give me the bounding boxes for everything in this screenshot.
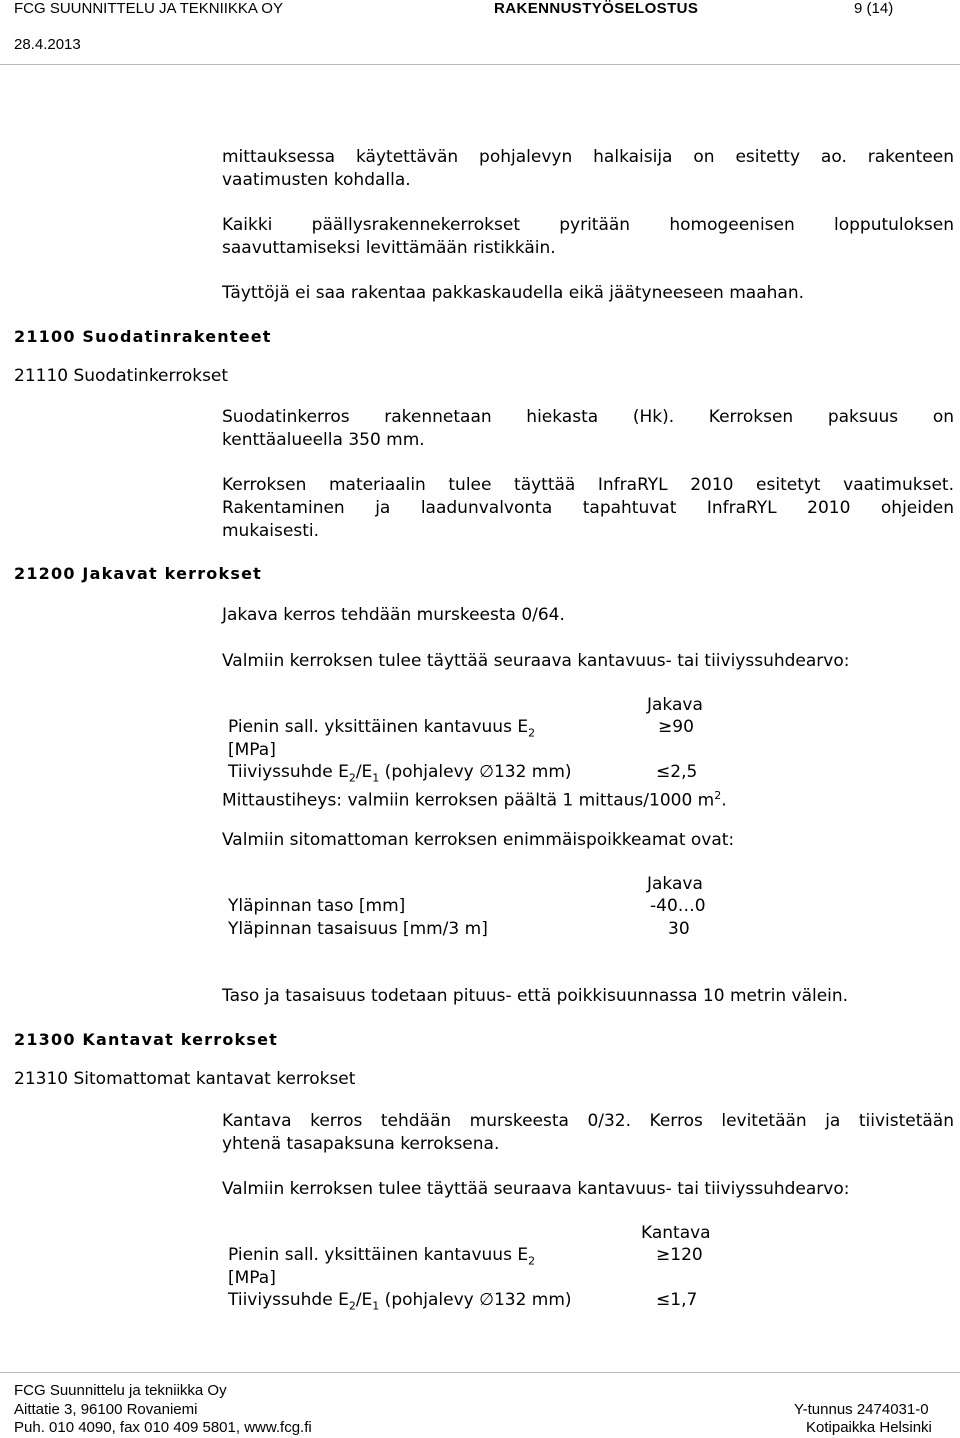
table-label-text: 132 mm)	[493, 1290, 572, 1310]
section-heading-21100: 21100 Suodatinrakenteet	[14, 327, 272, 346]
less-equal-icon: ≤	[656, 762, 671, 782]
header-rule	[0, 64, 960, 65]
paragraph-line: Valmiin kerroksen tulee täyttää seuraava kantavuus- tai tiiviyssuhdearvo:	[222, 1179, 850, 1199]
paragraph-line: Jakava kerros tehdään murskeesta 0/64.	[222, 605, 565, 625]
table-column-header: Jakava	[647, 695, 703, 715]
paragraph-line: Suodatinkerros rakennetaan hiekasta (Hk). Kerroksen paksuus on	[222, 407, 954, 427]
section-heading-21200: 21200 Jakavat kerrokset	[14, 564, 262, 583]
table-value	[658, 716, 694, 739]
header-doc-title: RAKENNUSTYÖSELOSTUS	[494, 0, 699, 17]
paragraph-line: yhtenä tasapaksuna kerroksena.	[222, 1134, 500, 1154]
subscript: 1	[372, 1299, 380, 1313]
table-label-text: 132 mm)	[493, 762, 572, 782]
table-label-text: /E	[355, 1290, 373, 1310]
table-label-text: (pohjalevy	[379, 1290, 480, 1310]
table-row-label: Yläpinnan taso [mm]	[228, 896, 406, 916]
table-label-text: Pienin sall. yksittäinen kantavuus E	[228, 717, 529, 737]
table-row-unit: [MPa]	[228, 740, 276, 760]
paragraph-line: Kerroksen materiaalin tulee täyttää InfraRYL 2010 esitetyt vaatimukset.	[222, 475, 954, 495]
table-column-header: Kantava	[641, 1223, 711, 1243]
table-label-text: /E	[355, 762, 373, 782]
table-label-text: (pohjalevy	[379, 762, 480, 782]
footer-company: FCG Suunnittelu ja tekniikka Oy	[14, 1382, 227, 1399]
paragraph-line: Taso ja tasaisuus todetaan pituus- että poikkisuunnassa 10 metrin välein.	[222, 986, 849, 1006]
greater-equal-icon: ≥	[656, 1245, 671, 1265]
table-value: -40…0	[650, 896, 706, 916]
note-text: .	[721, 790, 727, 811]
paragraph-line: Kantava kerros tehdään murskeesta 0/32. Kerros levitetään ja tiivistetään	[222, 1111, 954, 1131]
less-equal-icon: ≤	[656, 1290, 671, 1310]
table-row-unit: [MPa]	[228, 1268, 276, 1288]
subscript: 1	[372, 771, 380, 785]
header-company: FCG SUUNNITTELU JA TEKNIIKKA OY	[14, 0, 283, 17]
paragraph-line: Kaikki päällysrakennekerrokset pyritään homogeenisen lopputuloksen	[222, 215, 954, 235]
subscript: 2	[528, 1254, 536, 1268]
paragraph-line: Valmiin sitomattoman kerroksen enimmäispoikkeamat ovat:	[222, 830, 735, 850]
paragraph-line: Rakentaminen ja laadunvalvonta tapahtuvat InfraRYL 2010 ohjeiden	[222, 498, 954, 518]
table-value	[656, 1289, 697, 1312]
paragraph-line: Valmiin kerroksen tulee täyttää seuraava kantavuus- tai tiiviyssuhdearvo:	[222, 651, 850, 671]
paragraph-line: mukaisesti.	[222, 521, 319, 541]
footer-phone: Puh. 010 4090, fax 010 409 5801, www.fcg.fi	[14, 1419, 312, 1436]
value-text: 2,5	[670, 762, 698, 782]
measurement-note	[222, 784, 727, 813]
subscript: 2	[528, 726, 536, 740]
subscript: 2	[348, 1299, 356, 1313]
footer-address: Aittatie 3, 96100 Rovaniemi	[14, 1401, 198, 1418]
note-text: Mittaustiheys: valmiin kerroksen päältä 1 mittaus/1000 m	[222, 790, 715, 811]
greater-equal-icon: ≥	[658, 717, 673, 737]
footer-business-id: Y-tunnus 2474031-0	[794, 1401, 929, 1418]
paragraph-line: mittauksessa käytettävän pohjalevyn halkaisija on esitetty ao. rakenteen	[222, 147, 954, 167]
footer-domicile: Kotipaikka Helsinki	[806, 1419, 932, 1436]
paragraph-line: saavuttamiseksi levittämään ristikkäin.	[222, 238, 556, 258]
diameter-icon: ∅	[479, 1290, 494, 1310]
footer-rule	[0, 1372, 960, 1373]
subsection-heading-21310: 21310 Sitomattomat kantavat kerrokset	[14, 1069, 356, 1089]
value-text: 90	[672, 717, 694, 737]
table-row-label: Yläpinnan tasaisuus [mm/3 m]	[228, 919, 488, 939]
table-row-label	[228, 1289, 572, 1317]
table-column-header: Jakava	[647, 874, 703, 894]
paragraph-line: kenttäalueella 350 mm.	[222, 430, 425, 450]
table-label-text: Pienin sall. yksittäinen kantavuus E	[228, 1245, 529, 1265]
table-value: 30	[668, 919, 690, 939]
superscript: 2	[714, 789, 722, 802]
table-value	[656, 761, 697, 784]
value-text: 120	[670, 1245, 703, 1265]
value-text: 1,7	[670, 1290, 698, 1310]
section-heading-21300: 21300 Kantavat kerrokset	[14, 1030, 279, 1049]
table-label-text: Tiiviyssuhde E	[228, 1290, 349, 1310]
table-value	[656, 1244, 703, 1267]
subscript: 2	[348, 771, 356, 785]
table-label-text: Tiiviyssuhde E	[228, 762, 349, 782]
paragraph-line: vaatimusten kohdalla.	[222, 170, 411, 190]
diameter-icon: ∅	[479, 762, 494, 782]
paragraph-line: Täyttöjä ei saa rakentaa pakkaskaudella eikä jäätyneeseen maahan.	[222, 283, 804, 303]
header-page-number: 9 (14)	[854, 0, 894, 17]
subsection-heading-21110: 21110 Suodatinkerrokset	[14, 366, 229, 386]
header-date: 28.4.2013	[14, 36, 81, 53]
